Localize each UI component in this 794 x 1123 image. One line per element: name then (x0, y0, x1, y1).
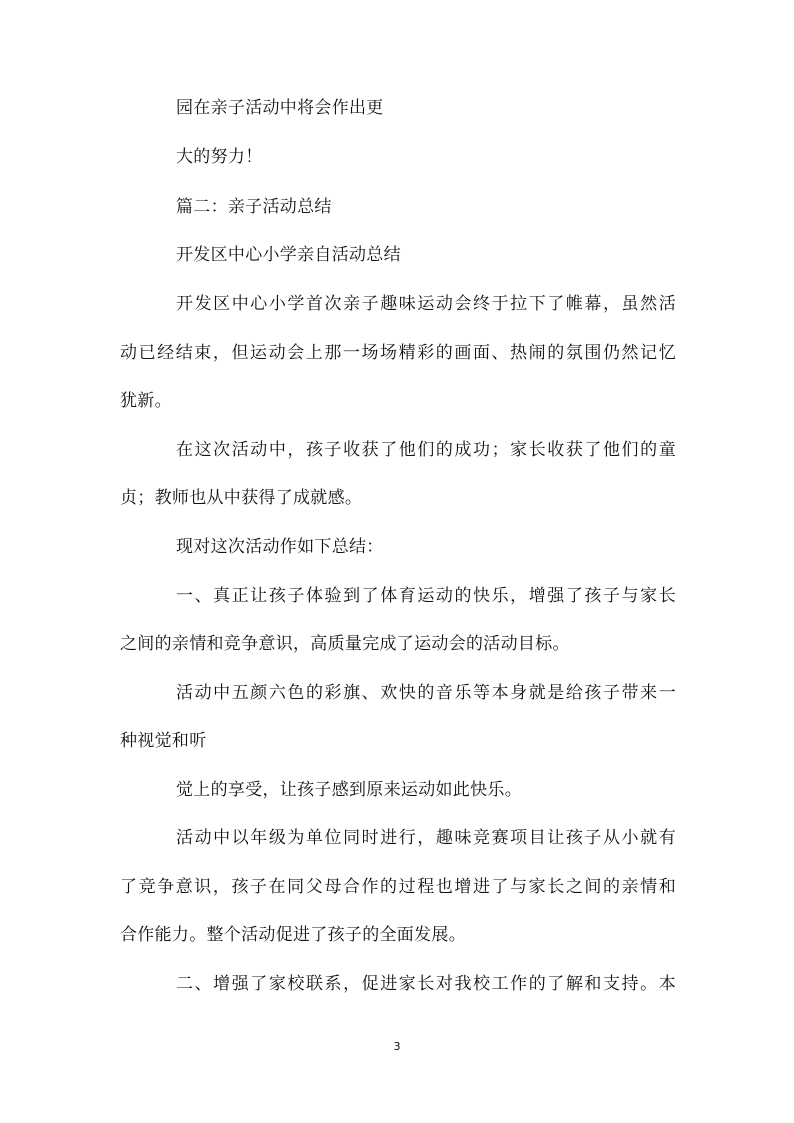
page-number: 3 (393, 1040, 401, 1053)
text-line: 在这次活动中，孩子收获了他们的成功；家长收获了他们的童 (176, 440, 676, 460)
text-line: 大的努力！ (176, 147, 263, 167)
text-line: 开发区中心小学首次亲子趣味运动会终于拉下了帷幕，虽然活 (176, 294, 676, 314)
text-line: 种视觉和听 (120, 731, 207, 751)
text-line: 犹新。 (120, 391, 172, 411)
text-line: 动已经结束，但运动会上那一场场精彩的画面、热闹的氛围仍然记忆 (120, 343, 676, 363)
text-line: 了竞争意识，孩子在同父母合作的过程也增进了与家长之间的亲情和 (120, 877, 676, 897)
text-line: 园在亲子活动中将会作出更 (176, 98, 384, 118)
text-line: 一、真正让孩子体验到了体育运动的快乐，增强了孩子与家长 (176, 586, 676, 606)
text-line: 合作能力。整个活动促进了孩子的全面发展。 (120, 925, 466, 945)
text-line: 活动中以年级为单位同时进行，趣味竞赛项目让孩子从小就有 (176, 828, 676, 848)
text-line: 觉上的享受，让孩子感到原来运动如此快乐。 (176, 780, 522, 800)
section-heading: 篇二：亲子活动总结 (176, 197, 332, 217)
text-line: 二、增强了家校联系，促进家长对我校工作的了解和支持。本 (176, 974, 676, 994)
text-line: 之间的亲情和竞争意识，高质量完成了运动会的活动目标。 (120, 634, 570, 654)
text-line: 活动中五颜六色的彩旗、欢快的音乐等本身就是给孩子带来一 (176, 683, 676, 703)
text-line: 贞；教师也从中获得了成就感。 (120, 488, 363, 508)
text-line: 现对这次活动作如下总结： (176, 537, 384, 557)
section-subtitle: 开发区中心小学亲自活动总结 (176, 245, 401, 265)
